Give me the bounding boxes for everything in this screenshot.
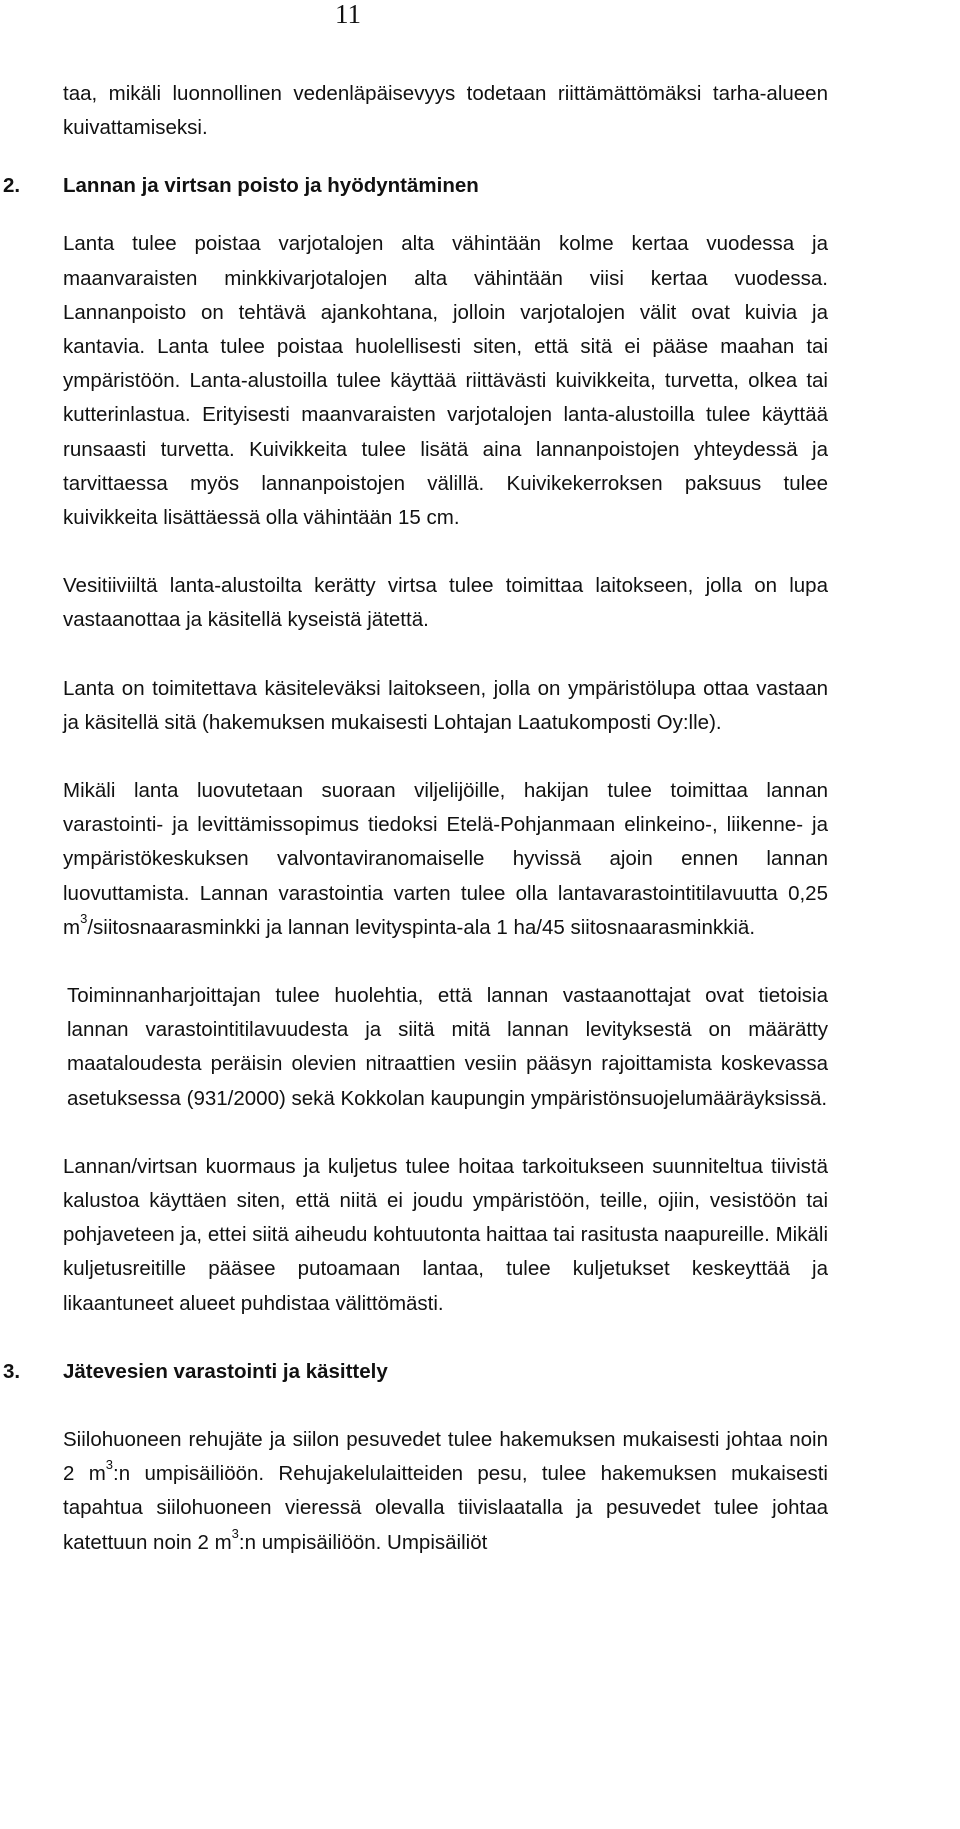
paragraph-text: Siilohuoneen rehujäte ja siilon pesuvedet tulee hakemuksen mukaisesti johtaa noin 2 m (63, 1427, 828, 1486)
section-2-paragraph-5: Toiminnanharjoittajan tulee huolehtia, että lannan vastaanottajat ovat tietoisia lannan varastointitilavuudesta ja siitä mitä lannan levityksestä on määrätty maataloudesta peräisin olevien nitraattien vesiin pääsyn rajoittamista koskevassa asetuksessa (931/2000) sekä Kokkolan kaupungin ympäristönsuojelumääräyksissä. (67, 984, 828, 1110)
paragraph-text: :n umpisäiliöön. Umpisäiliöt (238, 1530, 488, 1554)
section-3-number: 3. (3, 1359, 21, 1383)
section-2-title: Lannan ja virtsan poisto ja hyödyntäminen (63, 174, 479, 198)
section-2-paragraph-2: Vesitiiviiltä lanta-alustoilta kerätty virtsa tulee toimittaa laitokseen, jolla on lupa vastaanottaa ja käsitellä kyseistä jätettä. (63, 574, 828, 632)
intro-paragraph: taa, mikäli luonnollinen vedenläpäisevyys todetaan riittämättömäksi tarha-alueen kuivattamiseksi. (63, 82, 828, 140)
superscript: 3 (231, 1525, 239, 1541)
superscript: 3 (80, 911, 88, 927)
paragraph-text: Mikäli lanta luovutetaan suoraan viljelijöille, hakijan tulee toimittaa lannan varastointi- ja levittämissopimus tiedoksi Etelä-Pohjanmaan elinkeino-, liikenne- ja ympäristökeskuksen valvontaviranomaiselle hyvissä ajoin ennen lannan luovuttamista. Lannan varastointia varten tulee olla lantavarastointitilavuutta 0,25 m (63, 779, 828, 939)
section-3-heading (3, 1355, 828, 1389)
section-3-title: Jätevesien varastointi ja käsittely (63, 1359, 388, 1383)
section-2-number: 2. (3, 174, 21, 198)
section-2-heading (3, 169, 828, 203)
section-2-paragraph-3: Lanta on toimitettava käsiteleväksi laitokseen, jolla on ympäristölupa ottaa vastaan ja käsitellä sitä (hakemuksen mukaisesti Lohtajan Laatukomposti Oy:lle). (63, 676, 828, 734)
paragraph-text: /siitosnaarasminkki ja lannan levityspinta-ala 1 ha/45 siitosnaarasminkkiä. (87, 915, 756, 939)
section-2-paragraph-1: Lanta tulee poistaa varjotalojen alta vähintään kolme kertaa vuodessa ja maanvaraisten minkkivarjotalojen alta vähintään viisi kertaa vuodessa. Lannanpoisto on tehtävä ajankohtana, jolloin varjotalojen välit ovat kuivia ja kantavia. Lanta tulee poistaa huolellisesti siten, että sitä ei pääse maahan tai ympäristöön. Lanta-alustoilla tulee käyttää riittävästi kuivikkeita, turvetta, olkea tai kutterinlastua. Erityisesti maanvaraisten varjotalojen lanta-alustoilla tulee käyttää runsaasti turvetta. Kuivikkeita tulee lisätä aina lannanpoistojen yhteydessä ja tarvittaessa myös lannanpoistojen välillä. Kuivikekerroksen paksuus tulee kuivikkeita lisättäessä olla vähintään 15 cm. (63, 232, 828, 530)
paragraph-text: :n umpisäiliöön. Rehujakelulaitteiden pesu, tulee hakemuksen mukaisesti tapahtua siilohuoneen vieressä olevalla tiivislaatalla ja pesuvedet tulee johtaa katettuun noin 2 m (63, 1462, 828, 1554)
section-2-paragraph-6: Lannan/virtsan kuormaus ja kuljetus tulee hoitaa tarkoitukseen suunniteltua tiivistä kalustoa käyttäen siten, että niitä ei joudu ympäristöön, teille, ojiin, vesistöön tai pohjaveteen ja, ettei siitä aiheudu kohtuutonta haittaa tai rasitusta naapureille. Mikäli kuljetusreitille pääsee putoamaan lantaa, tulee kuljetukset keskeyttää ja likaantuneet alueet puhdistaa välittömästi. (63, 1154, 828, 1315)
page-number: 11 (335, 0, 361, 29)
section-3-paragraph-1 (63, 1423, 828, 1560)
section-2-paragraph-4 (63, 774, 828, 945)
superscript: 3 (105, 1457, 114, 1473)
document-body (3, 77, 828, 1560)
